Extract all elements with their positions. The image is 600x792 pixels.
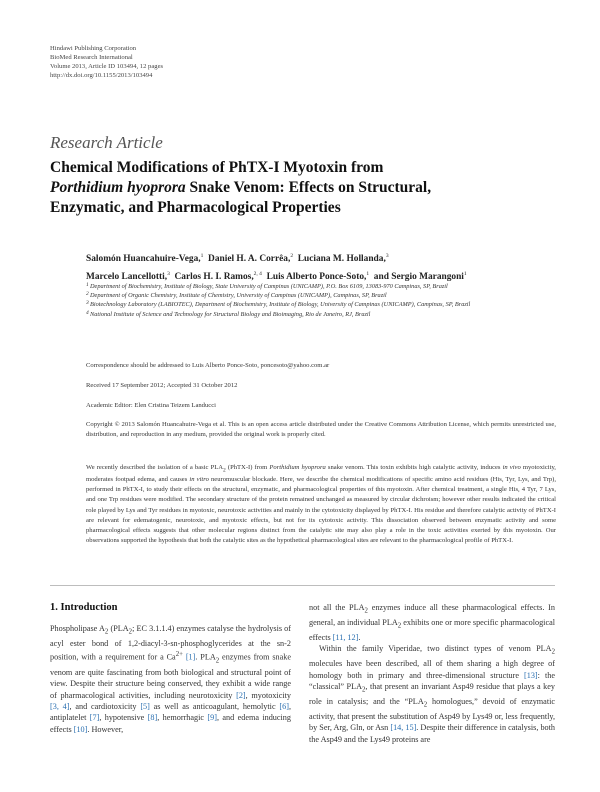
citation-link[interactable]: [7]	[89, 713, 100, 723]
academic-editor: Academic Editor: Elen Cristina Teizem Landucci	[86, 402, 216, 409]
affiliation: 2 Department of Organic Chemistry, Institute of Chemistry, University of Campinas (UNICAMP), Campinas, SP, Brazil	[86, 291, 387, 300]
section-divider	[50, 585, 555, 586]
citation-link[interactable]: [6]	[279, 702, 289, 712]
author-list	[86, 249, 556, 285]
title-line-2-rest: Snake Venom: Effects on Structural,	[185, 179, 432, 196]
citation-link[interactable]: [14, 15]	[390, 723, 417, 733]
abstract: We recently described the isolation of a basic $PLA_2$ (PhTX-I) from Porthidium hyoprora snake venom. This toxin exhibits high catalytic activity, induces in vivo myotoxicity, moderates footpad edema, and causes in vitro neuromuscular blockade. Here, we describe the chemical modifications of specific amino acid residues (His, Tyr, Lys, and Trp), performed in PhTX-I, to study their effects on the structural, enzymatic, and pharmacological properties of this myotoxin. After chemical treatment, a single His, 4 Tyr, 7 Lys, and one Trp residues were modified. The secondary structure of the protein remained unchanged as measured by circular dichroism; however other results indicated the critical role played by Lys and Tyr residues in myotoxic, neurotoxic activities and mainly in the cytotoxicity displayed by PhTX-I. His residue and therefore catalytic activity of PhTX-I are relevant for edematogenic, neurotoxic, and myotoxic effects, but not for its cytotoxic activity. This dissociation observed between enzymatic activity and some pharmacological effects suggests that other molecular regions distinct from the catalytic site may also play a role in the toxic activities exerted by this myotoxin. Our observations supported the hypothesis that both the catalytic sites as the hypothetical pharmacological sites are relevant to the pharmacological profile of PhTX-I.	[86, 464, 556, 544]
author: Luciana M. Hollanda,$^3$	[297, 253, 389, 265]
citation-link[interactable]: [9]	[207, 713, 217, 723]
affiliation: 1 Department of Biochemistry, Institute of Biology, State University of Campinas (UNICAMP), P.O. Box 6109, 13083-970 Campinas, SP, Brazil	[86, 282, 448, 290]
publisher: Hindawi Publishing Corporation	[50, 45, 137, 52]
correspondence: Correspondence should be addressed to Luis Alberto Ponce-Soto, poncesoto@yahoo.com.ar	[86, 362, 330, 369]
citation-link[interactable]: [1]	[185, 653, 196, 663]
author: Carlos H. I. Ramos,$^{2, 4}$	[174, 271, 262, 283]
citation-link[interactable]: [8]	[147, 713, 158, 723]
title-line-3: Enzymatic, and Pharmacological Properties	[50, 199, 341, 216]
intro-paragraph: not all the $PLA_2$ enzymes induce all these pharmacological effects. In general, an individual $PLA_2$ exhibits one or more specific pharmacological effects [11, 12].	[309, 603, 555, 642]
affiliation: 3 Biotechnology Laboratory (LABIOTEC), Department of Biochemistry, Institute of Biology, University of Campinas (UNICAMP), Campinas, SP, Brazil	[86, 300, 471, 309]
received-accepted-dates: Received 17 September 2012; Accepted 31 October 2012	[86, 382, 238, 389]
citation-link[interactable]: [10]	[73, 724, 88, 734]
copyright-notice: Copyright © 2013 Salomón Huancahuire-Vega et al. This is an open access article distributed under the Creative Commons Attribution License, which permits unrestricted use, distribution, and reproduction in any medium, provided the original work is properly cited.	[86, 421, 556, 438]
author: Daniel H. A. Corrêa,$^2$	[208, 253, 294, 265]
journal-header	[50, 44, 163, 80]
citation-link[interactable]: [2]	[236, 690, 246, 700]
title-line-2	[50, 178, 530, 198]
section-heading-introduction: 1. Introduction	[50, 602, 118, 613]
journal-name: BioMed Research International	[50, 54, 133, 61]
affiliation-list	[86, 282, 554, 319]
volume-info: Volume 2013, Article ID 103494, 12 pages	[50, 63, 164, 70]
article-type: Research Article	[50, 133, 163, 152]
intro-right-column	[309, 602, 555, 745]
doi-link[interactable]: http://dx.doi.org/10.1155/2013/103494	[50, 72, 153, 79]
paper-title	[50, 158, 530, 218]
affiliation: 4 National Institute of Science and Technology for Structural Biology and Bioimaging, Rio de Janeiro, RJ, Brazil	[86, 309, 371, 318]
intro-paragraph: Within the family Viperidae, two distinct types of venom $PLA_2$ molecules have been described, all of them sharing a high degree of homology both in primary and three-dimensional structure [13]: the “classical” $PLA_2$, that present an invariant Asp49 residue that plays a key role in catalysis; and the “$PLA_2$ homologues,” devoid of enzymatic activity, that present the substitution of Asp49 by Lys49 or, less frequently, by Ser, Arg, Gln, or Asn [14, 15]. Despite their difference in catalysis, both the Asp49 and the Lys49 proteins are	[309, 644, 556, 744]
author: Marcelo Lancellotti,$^3$	[86, 271, 170, 283]
citation-link[interactable]: [5]	[140, 702, 150, 712]
author: Luis Alberto Ponce-Soto,$^1$	[266, 271, 370, 283]
citation-link[interactable]: [13]	[524, 670, 538, 680]
intro-left-column	[50, 623, 291, 735]
author: and Sergio Marangoni$^1$	[373, 271, 467, 283]
title-species: Porthidium hyoprora	[50, 179, 186, 196]
citation-link[interactable]: [3, 4]	[50, 702, 70, 712]
title-line-1: Chemical Modifications of PhTX-I Myotoxin from	[50, 159, 384, 176]
intro-paragraph: Phospholipase $A_2$ ($PLA_2$; EC 3.1.1.4) enzymes catalyse the hydrolysis of acyl ester bond of 1,2-diacyl-3-sn-phosphoglycerides at the sn-2 position, with a requirement for a $Ca^{2+}$ [1]. $PLA_2$ enzymes from snake venom are quite fascinating from both biological and structural point of view. Despite their structure being conserved, they exhibit a wide range of pharmacological activities, including neurotoxicity [2], myotoxicity [3, 4], and cardiotoxicity [5] as well as anticoagulant, hemolytic [6], antiplatelet [7], hypotensive [8], hemorrhagic [9], and edema inducing effects [10]. However,	[50, 624, 292, 734]
citation-link[interactable]: [11, 12]	[332, 632, 359, 642]
author: Salomón Huancahuire-Vega,$^1$	[86, 253, 204, 265]
